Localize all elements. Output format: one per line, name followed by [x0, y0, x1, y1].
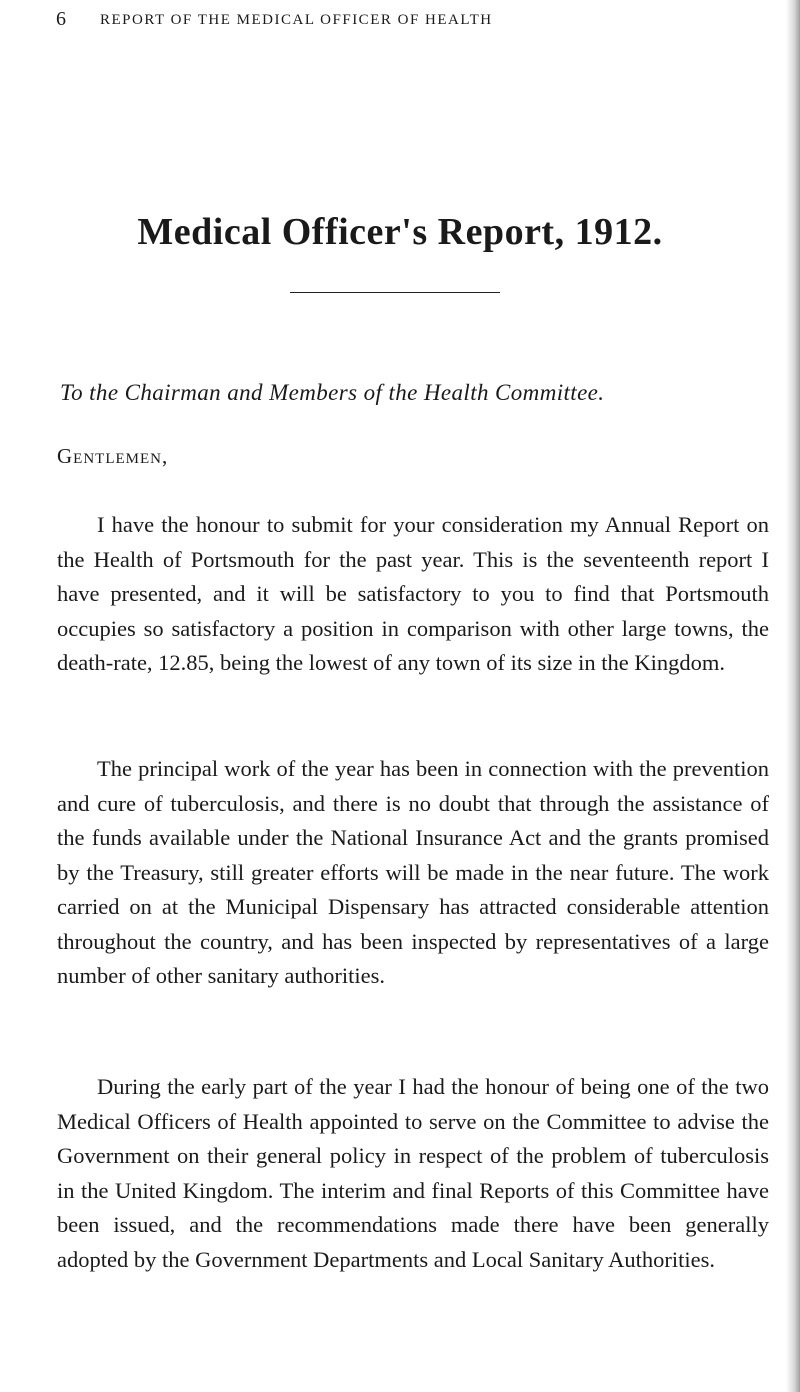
page-title: Medical Officer's Report, 1912.	[137, 211, 663, 253]
page-edge-shadow	[786, 0, 800, 1392]
title-divider	[290, 292, 500, 293]
page-number: 6	[56, 8, 66, 30]
paragraph: During the early part of the year I had the honour of being one of the two Medical Officers of Health appointed to serve on the Committee to advise the Government on their general policy in respect of the problem of tuberculosis in the United Kingdom. The interim and final Reports of this Committee have been issued, and the recommendations made there have been generally adopted by the Government Departments and Local Sanitary Authorities.	[57, 1074, 769, 1272]
salutation: Gentlemen,	[57, 444, 169, 468]
paragraph: I have the honour to submit for your consideration my Annual Report on the Health of Portsmouth for the past year. This is the seventeenth report I have presented, and it will be satisfactory to you to find that Portsmouth occupies so satisfactory a position in comparison with other large towns, the death-rate, 12.85, being the lowest of any town of its size in the Kingdom.	[57, 512, 769, 675]
running-head: REPORT OF THE MEDICAL OFFICER OF HEALTH	[100, 12, 493, 28]
paragraph: The principal work of the year has been in connection with the prevention and cure of tuberculosis, and there is no doubt that through the assistance of the funds available under the National Insurance Act and the grants promised by the Treasury, still greater efforts will be made in the near future. The work carried on at the Municipal Dispensary has attracted considerable attention throughout the country, and has been inspected by representatives of a large number of other sanitary authorities.	[57, 756, 769, 988]
dedication: To the Chairman and Members of the Health Committee.	[60, 380, 605, 405]
